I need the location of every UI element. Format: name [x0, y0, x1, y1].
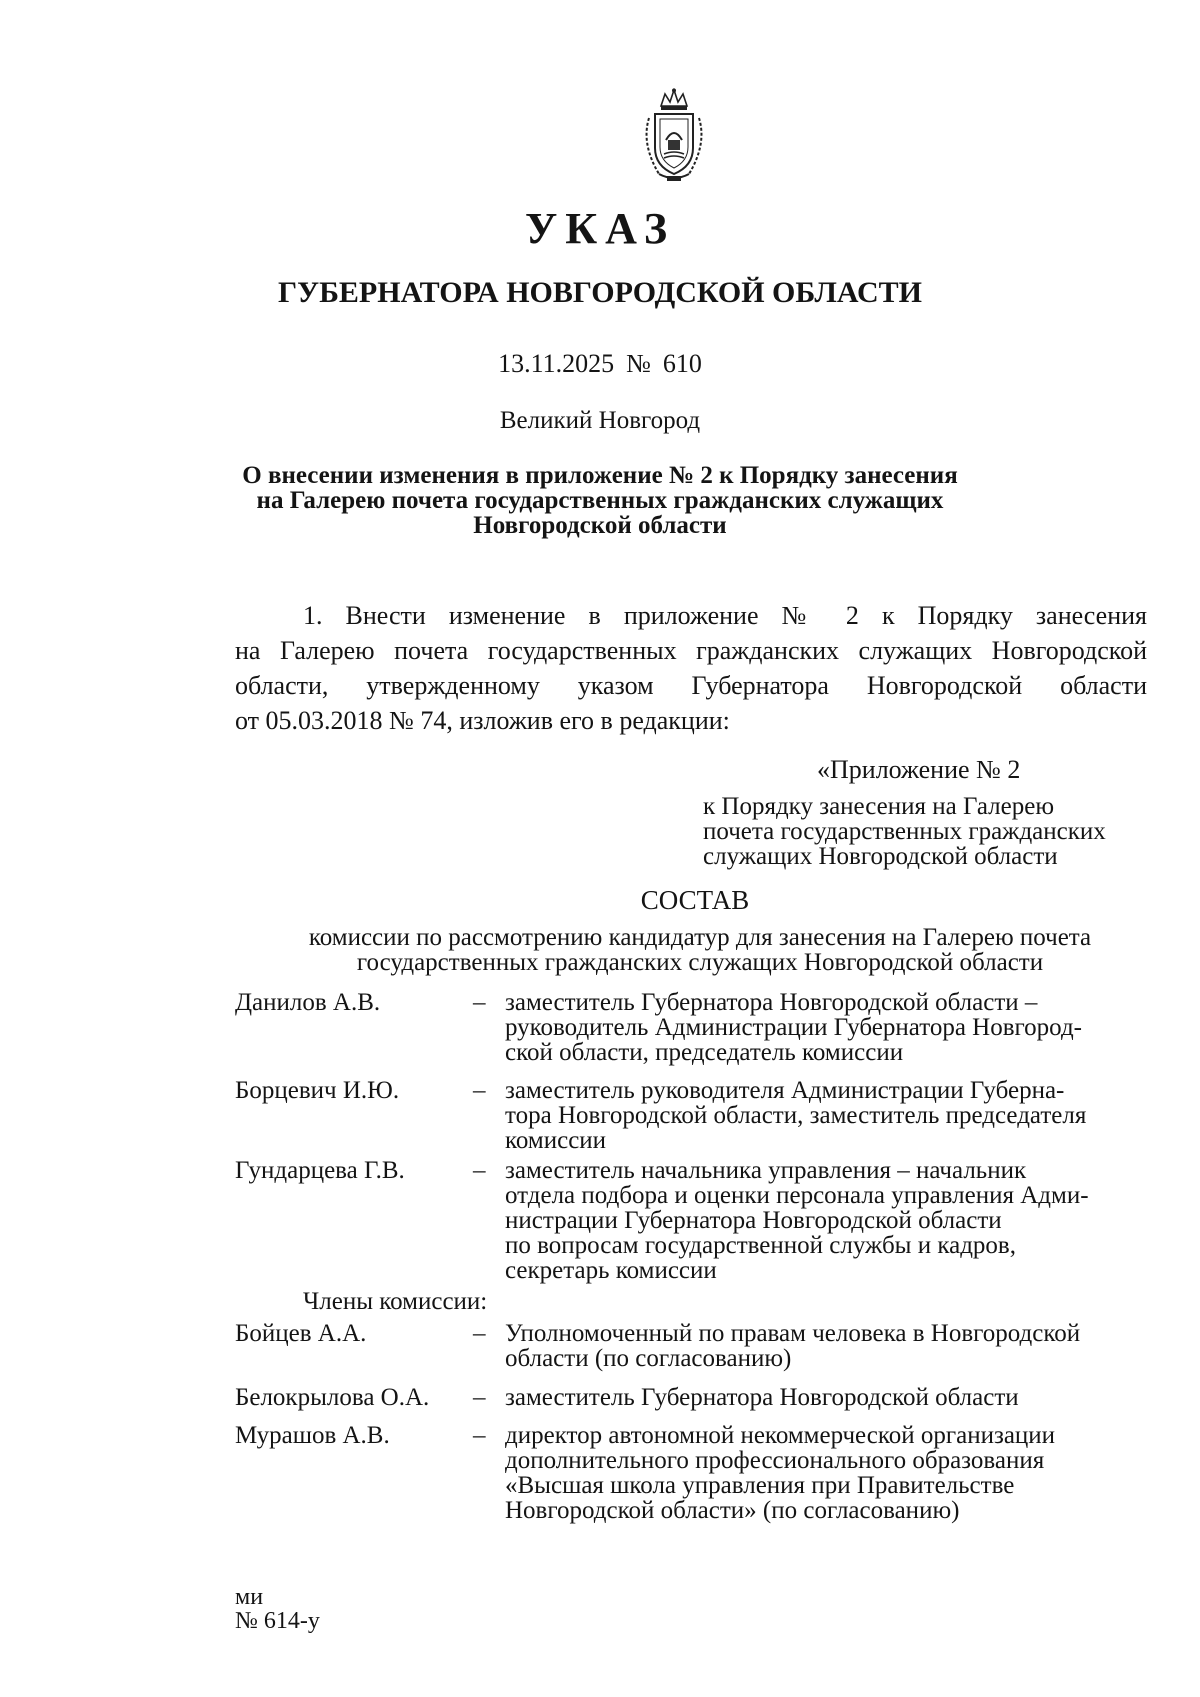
body-line: 1. Внести изменение в приложение № 2 к Порядку занесения	[303, 601, 1147, 630]
member-position	[505, 1321, 1155, 1371]
document-issuer: ГУБЕРНАТОРА НОВГОРОДСКОЙ ОБЛАСТИ	[277, 276, 923, 309]
member-position-line: отдела подбора и оценки персонала управления Адми-	[505, 1182, 1089, 1209]
registration-number: № 614-у	[235, 1608, 320, 1634]
composition-subtitle	[255, 925, 1145, 975]
member-name: Белокрылова О.А.	[235, 1384, 430, 1411]
document-date: 13.11.2025	[498, 349, 615, 378]
member-name: Бойцев А.А.	[235, 1320, 367, 1347]
appendix-heading: «Приложение № 2	[817, 755, 1021, 784]
executor-initials: ми	[235, 1584, 264, 1610]
appendix-reference-line: к Порядку занесения на Галерею	[703, 793, 1055, 820]
body-line: на Галерею почета государственных гражданских служащих Новгородской	[235, 636, 1147, 665]
member-dash: –	[473, 989, 486, 1016]
member-name: Данилов А.В.	[235, 989, 381, 1016]
member-position-line: тора Новгородской области, заместитель председателя	[505, 1102, 1087, 1129]
subject-line: Новгородской области	[473, 512, 727, 539]
member-dash: –	[473, 1077, 486, 1104]
member-position-line: Уполномоченный по правам человека в Новгородской	[505, 1320, 1081, 1347]
member-position-line: секретарь комиссии	[505, 1257, 717, 1284]
body-paragraph	[235, 598, 1147, 738]
member-position-line: области (по согласованию)	[505, 1345, 792, 1372]
members-label: Члены комиссии:	[303, 1288, 488, 1315]
member-position-line: заместитель Губернатора Новгородской области –	[505, 989, 1038, 1016]
appendix-reference-line: почета государственных гражданских	[703, 818, 1106, 845]
member-position-line: нистрации Губернатора Новгородской области	[505, 1207, 1002, 1234]
document-city: Великий Новгород	[499, 407, 701, 434]
composition-subtitle-line: государственных гражданских служащих Новгородской области	[356, 949, 1044, 976]
appendix-reference-line: служащих Новгородской области	[703, 843, 1058, 870]
member-position-line: Новгородской области» (по согласованию)	[505, 1497, 960, 1524]
member-dash: –	[473, 1157, 486, 1184]
appendix-reference	[703, 794, 1106, 869]
member-name: Борцевич И.Ю.	[235, 1077, 400, 1104]
member-position	[505, 1423, 1155, 1523]
document-title: УКАЗ	[524, 204, 676, 253]
member-position-line: заместитель руководителя Администрации Губерна-	[505, 1077, 1065, 1104]
member-position-line: по вопросам государственной службы и кадров,	[505, 1232, 1016, 1259]
member-dash: –	[473, 1320, 486, 1347]
composition-subtitle-line: комиссии по рассмотрению кандидатур для занесения на Галерею почета	[308, 924, 1092, 951]
member-position-line: руководитель Администрации Губернатора Новгород-	[505, 1014, 1082, 1041]
member-name: Гундарцева Г.В.	[235, 1157, 405, 1184]
member-dash: –	[473, 1384, 486, 1411]
member-position-line: заместитель начальника управления – начальник	[505, 1157, 1027, 1184]
composition-title: СОСТАВ	[640, 885, 750, 915]
member-position	[505, 1385, 1155, 1410]
date-number-line	[0, 349, 1200, 379]
member-position	[505, 990, 1155, 1065]
member-position-line: комиссии	[505, 1127, 607, 1154]
number-sign: №	[626, 349, 651, 378]
member-dash: –	[473, 1422, 486, 1449]
member-position	[505, 1158, 1155, 1283]
document-subject	[200, 463, 1000, 538]
member-position-line: директор автономной некоммерческой организации	[505, 1422, 1056, 1449]
member-position	[505, 1078, 1155, 1153]
member-position-line: дополнительного профессионального образования	[505, 1447, 1045, 1474]
document-number: 610	[662, 349, 702, 378]
subject-line: О внесении изменения в приложение № 2 к Порядку занесения	[242, 462, 958, 489]
member-position-line: заместитель Губернатора Новгородской области	[505, 1384, 1019, 1411]
member-position-line: «Высшая школа управления при Правительстве	[505, 1472, 1015, 1499]
body-line: от 05.03.2018 № 74, изложив его в редакции:	[235, 706, 730, 735]
body-line: области, утвержденному указом Губернатора Новгородской области	[235, 671, 1147, 700]
member-position-line: ской области, председатель комиссии	[505, 1039, 904, 1066]
coat-of-arms-emblem	[637, 88, 711, 184]
registration-footer	[235, 1585, 320, 1633]
subject-line: на Галерею почета государственных гражданских служащих	[256, 487, 944, 514]
member-name: Мурашов А.В.	[235, 1422, 390, 1449]
